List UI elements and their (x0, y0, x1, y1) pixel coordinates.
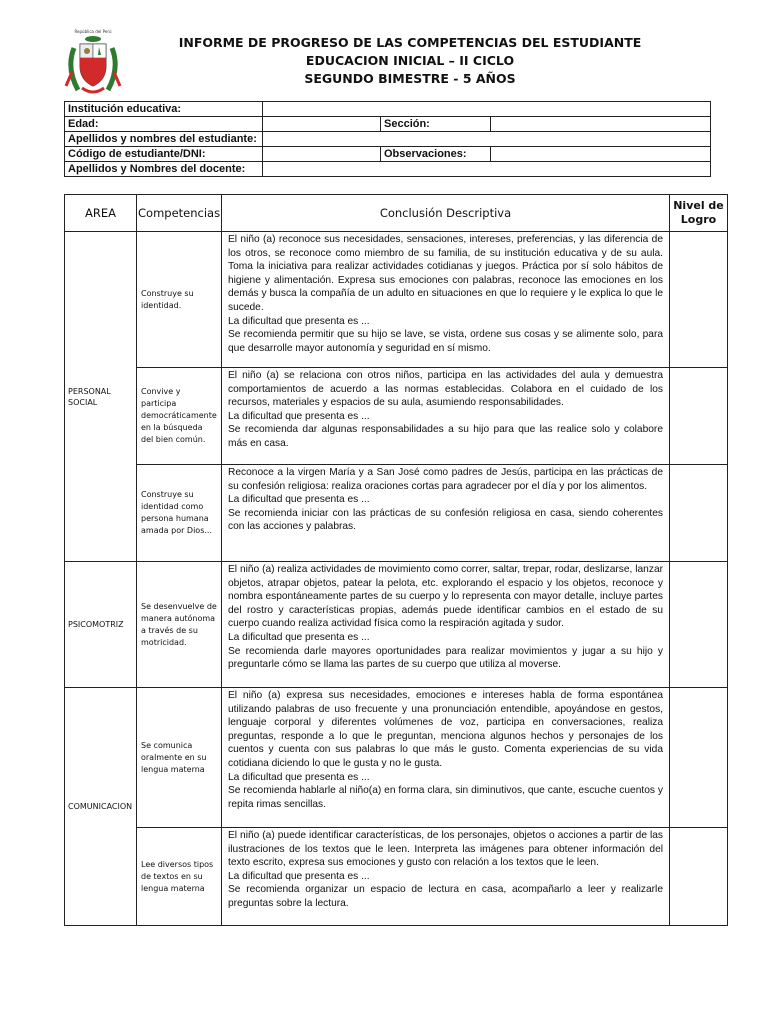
area-comunicacion: COMUNICACION (65, 688, 137, 926)
institucion-value[interactable] (263, 102, 711, 117)
document-header (0, 0, 768, 100)
table-header-row (65, 195, 728, 232)
conclusion-cell (222, 368, 670, 465)
nivel-logro-cell[interactable] (670, 368, 728, 465)
header-area: AREA (65, 195, 137, 232)
recomendacion-text: Se recomienda dar algunas responsabilidades a su hijo para que las realice solo y colabore más en casa. (228, 424, 663, 449)
conclusion-text: El niño (a) reconoce sus necesidades, sensaciones, intereses, preferencias, y las diferencia de los otros, se reconoce como miembro de su familia, de su institución educativa y de su aula. Toma la iniciativa para realizar actividades cotidianas y juegos. Práctica por sí solo hábitos de higiene y alimentación. Expresa sus emociones con palabras, reconoce las emociones en los demás y busca la compañía de un adulto en situaciones en que lo requiere y le explica lo que le sucede. (228, 234, 663, 313)
recomendacion-text: Se recomienda iniciar con las prácticas de su confesión religiosa en casa, siendo coherentes con las acciones y palabras. (228, 507, 663, 533)
dificultad-text: La dificultad que presenta es ... (228, 771, 370, 783)
seccion-label: Sección: (381, 117, 491, 132)
conclusion-text: El niño (a) expresa sus necesidades, emociones e intereses habla de forma espontánea utilizando palabras de uso frecuente y una pronunciación entendible, apoyándose en gestos, lenguaje corporal y diferentes volúmenes de voz, participa en conversaciones, realiza preguntas, responde a lo que le preguntan, menciona algunos hechos y personajes de los cuentos y cuenta con sus palabras lo que más le gusto. Comenta experiencias de su vida cotidiana diciendo lo que le gusta y no le gusta. (228, 690, 663, 769)
area-psicomotriz: PSICOMOTRIZ (65, 562, 137, 688)
header-nivel: Nivel de Logro (670, 195, 728, 232)
institucion-label: Institución educativa: (65, 102, 263, 117)
competencia-cell: Lee diversos tipos de textos en su lengua materna (137, 828, 222, 926)
recomendacion-text: Se recomienda hablarle al niño(a) en forma clara, sin diminutivos, que cante, escuche cuentos y repita rimas sencillas. (228, 785, 663, 810)
conclusion-cell (222, 828, 670, 926)
dificultad-text: La dificultad que presenta es ... (228, 870, 370, 882)
codigo-value[interactable] (263, 147, 381, 162)
table-row (65, 232, 728, 368)
nivel-logro-cell[interactable] (670, 232, 728, 368)
header-competencias: Competencias (137, 195, 222, 232)
student-info-table (64, 101, 711, 177)
conclusion-cell (222, 465, 670, 562)
title-line-1: INFORME DE PROGRESO DE LAS COMPETENCIAS DEL ESTUDIANTE (178, 35, 642, 50)
observaciones-value[interactable] (491, 147, 711, 162)
nivel-logro-cell[interactable] (670, 688, 728, 828)
title-line-2: EDUCACION INICIAL – II CICLO (305, 53, 515, 68)
dificultad-text: La dificultad que presenta es ... (228, 631, 370, 643)
peru-coat-of-arms-icon (64, 28, 122, 98)
conclusion-text: El niño (a) puede identificar características, de los personajes, objetos o acciones a partir de las ilustraciones de los textos que le leen. Interpreta las imágenes para obtener información del texto escrito, expresa sus emociones y gusto con relación a los textos que le leen. (228, 830, 663, 869)
conclusion-cell (222, 232, 670, 368)
dificultad-text: La dificultad que presenta es ... (228, 315, 370, 327)
title-block (150, 34, 670, 88)
edad-value[interactable] (263, 117, 381, 132)
table-row (65, 688, 728, 828)
competencia-cell: Se comunica oralmente en su lengua materna (137, 688, 222, 828)
apellidos-docente-value[interactable] (263, 162, 711, 177)
observaciones-label: Observaciones: (381, 147, 491, 162)
recomendacion-text: Se recomienda darle mayores oportunidades para realizar movimientos y jugar a su hijo y preguntarle cómo se llama las partes de su cuerpo que utiliza al moverse. (228, 645, 663, 671)
conclusion-cell (222, 562, 670, 688)
recomendacion-text: Se recomienda permitir que su hijo se lave, se vista, ordene sus cosas y se alimente solo, para que desarrolle mayor autonomía y seguridad en sí mismo. (228, 329, 663, 354)
recomendacion-text: Se recomienda organizar un espacio de lectura en casa, acompañarlo a leer y realizarle preguntas sobre la lectura. (228, 884, 663, 909)
apellidos-estudiante-label: Apellidos y nombres del estudiante: (65, 132, 263, 147)
competencias-table (64, 194, 728, 926)
conclusion-text: El niño (a) se relaciona con otros niños, participa en las actividades del aula y demuestra comportamientos de acuerdo a las normas establecidas. Colabora en el cuidado de los recursos, materiales y espacios de su aula, asumiendo responsabilidades. (228, 370, 663, 409)
apellidos-estudiante-value[interactable] (263, 132, 711, 147)
dificultad-text: La dificultad que presenta es ... (228, 494, 370, 506)
seccion-value[interactable] (491, 117, 711, 132)
title-line-3: SEGUNDO BIMESTRE - 5 AÑOS (304, 71, 516, 86)
conclusion-cell (222, 688, 670, 828)
edad-label: Edad: (65, 117, 263, 132)
seal-text: República del Perú (74, 29, 112, 34)
apellidos-docente-label: Apellidos y Nombres del docente: (65, 162, 263, 177)
nivel-logro-cell[interactable] (670, 828, 728, 926)
table-row (65, 562, 728, 688)
area-personal-social: PERSONAL SOCIAL (65, 232, 137, 562)
nivel-logro-cell[interactable] (670, 562, 728, 688)
conclusion-text: Reconoce a la virgen María y a San José como padres de Jesús, participa en las prácticas de su confesión religiosa: realiza oraciones cortas para agradecer por el día y por los alimentos. (228, 467, 663, 492)
codigo-label: Código de estudiante/DNI: (65, 147, 263, 162)
competencia-cell: Construye su identidad. (137, 232, 222, 368)
competencia-cell: Convive y participa democráticamente en la búsqueda del bien común. (137, 368, 222, 465)
table-row (65, 368, 728, 465)
table-row (65, 465, 728, 562)
header-conclusion: Conclusión Descriptiva (222, 195, 670, 232)
competencia-cell: Construye su identidad como persona humana amada por Dios... (137, 465, 222, 562)
conclusion-text: El niño (a) realiza actividades de movimiento como correr, saltar, trepar, rodar, deslizarse, lanzar objetos, atrapar objetos, patear la pelota, etc. explorando el espacio y los objetos, reconoce y nombra espontáneamente partes de su cuerpo y lo representa con mayor detalle, incluye partes del rostro y características propias, además puede identificar cambios en el estado de su cuerpo cuando realiza actividad física como la respiración agitada y sudor. (228, 564, 663, 630)
nivel-logro-cell[interactable] (670, 465, 728, 562)
dificultad-text: La dificultad que presenta es ... (228, 410, 370, 422)
table-row (65, 828, 728, 926)
competencia-cell: Se desenvuelve de manera autónoma a través de su motricidad. (137, 562, 222, 688)
